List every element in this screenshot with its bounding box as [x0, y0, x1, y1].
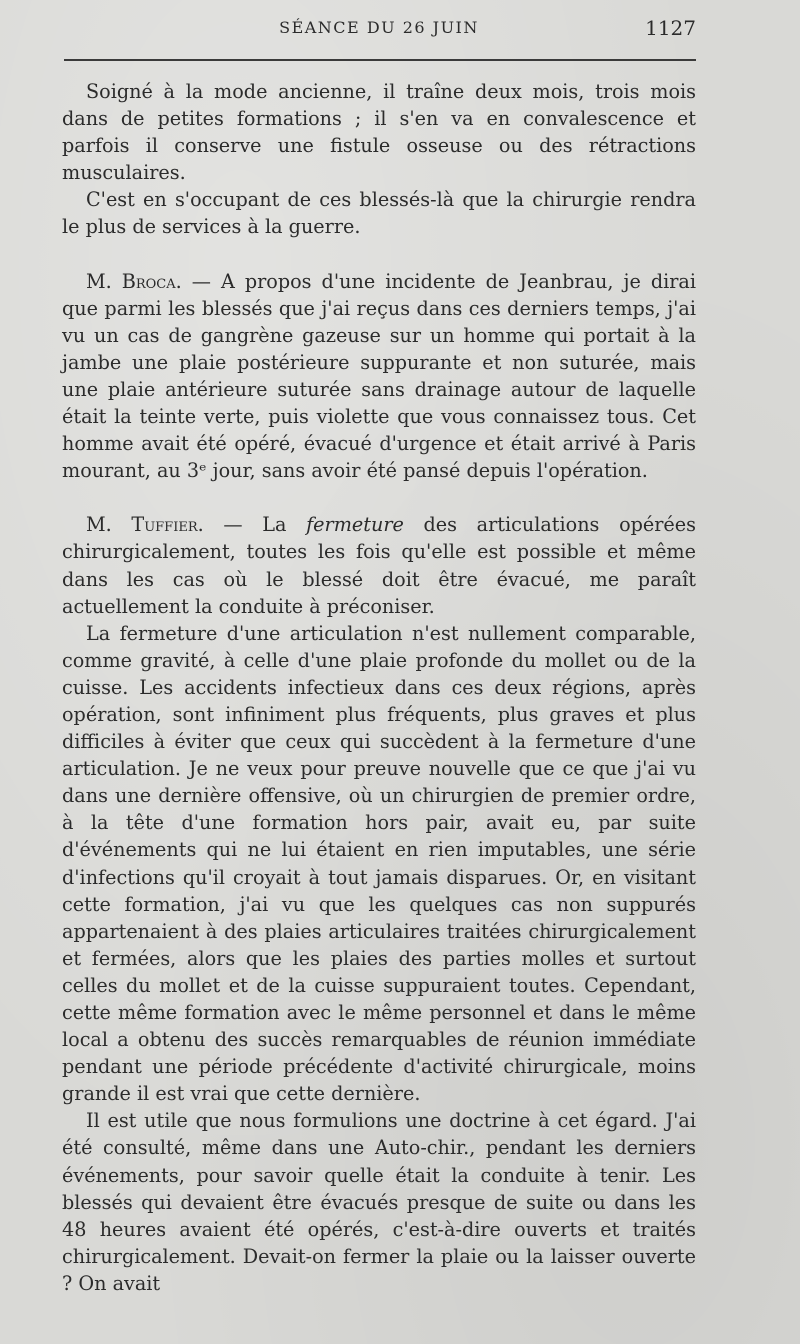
paragraph-tuffier: [62, 511, 696, 619]
running-header: [62, 14, 696, 44]
speaker-name-broca: M. Broca.: [86, 269, 182, 293]
speech-text-tuffier-start: — La: [203, 513, 307, 537]
page-number: 1127: [645, 16, 696, 40]
running-title: SÉANCE DU 26 JUIN: [279, 18, 479, 37]
header-rule: [64, 59, 696, 61]
paragraph-broca: [62, 268, 696, 485]
speech-text-tuffier-end: des articulations opérées chirurgicalement, toutes les fois qu'elle est possible et même dans les cas où le blessé doit être évacué, me paraît actuellement la conduite à préconiser.: [62, 513, 696, 618]
paragraph-2: C'est en s'occupant de ces blessés-là que la chirurgie rendra le plus de services à la guerre.: [62, 188, 696, 239]
body-text: [62, 78, 696, 1297]
paragraph-1: Soigné à la mode ancienne, il traîne deux mois, trois mois dans de petites formations ; il s'en va en convalescence et parfois il conserve une fistule osseuse ou des rétractions musculaires.: [62, 80, 696, 185]
speaker-name-tuffier: M. Tuffier.: [86, 513, 204, 537]
emphasized-word: fermeture: [306, 513, 404, 537]
paragraph-5: La fermeture d'une articulation n'est nullement comparable, comme gravité, à celle d'une plaie profonde du mollet ou de la cuisse. Les accidents infectieux dans ces deux régions, après opération, sont infiniment plus fréquents, plus graves et plus difficiles à éviter que ceux qui succèdent à la fermeture d'une articulation. Je ne veux pour preuve nouvelle que ce que j'ai vu dans une dernière offensive, où un chirurgien de premier ordre, à la tête d'une formation hors pair, avait eu, par suite d'événements qui ne lui étaient en rien imputables, une série d'infections qu'il croyait à tout jamais disparues. Or, en visitant cette formation, j'ai vu que les quelques cas non suppurés appartenaient à des plaies articulaires traitées chirurgicalement et fermées, alors que les plaies des parties molles et surtout celles du mollet et de la cuisse suppuraient toutes. Cependant, cette même formation avec le même personnel et dans le même local a obtenu des succès remarquables de réunion immédiate pendant une période précédente d'activité chirurgicale, moins grande il est vrai que cette dernière.: [62, 621, 696, 1106]
speech-text-broca: — A propos d'une incidente de Jeanbrau, je dirai que parmi les blessés que j'ai reçus dans ces derniers temps, j'ai vu un cas de gangrène gazeuse sur un homme qui portait à la jambe une plaie postérieure suppurante et non suturée, mais une plaie antérieure suturée sans drainage autour de laquelle était la teinte verte, puis violette que vous connaissez tous. Cet homme avait été opéré, évacué d'urgence et était arrivé à Paris mourant, au 3ᵉ jour, sans avoir été pansé depuis l'opération.: [62, 269, 696, 483]
paragraph-6: Il est utile que nous formulions une doctrine à cet égard. J'ai été consulté, même dans une Auto-chir., pendant les derniers événements, pour savoir quelle était la conduite à tenir. Les blessés qui devaient être évacués presque de suite ou dans les 48 heures avaient été opérés, c'est-à-dire ouverts et traités chirurgicalement. Devait-on fermer la plaie ou la laisser ouverte ? On avait: [62, 1109, 696, 1295]
